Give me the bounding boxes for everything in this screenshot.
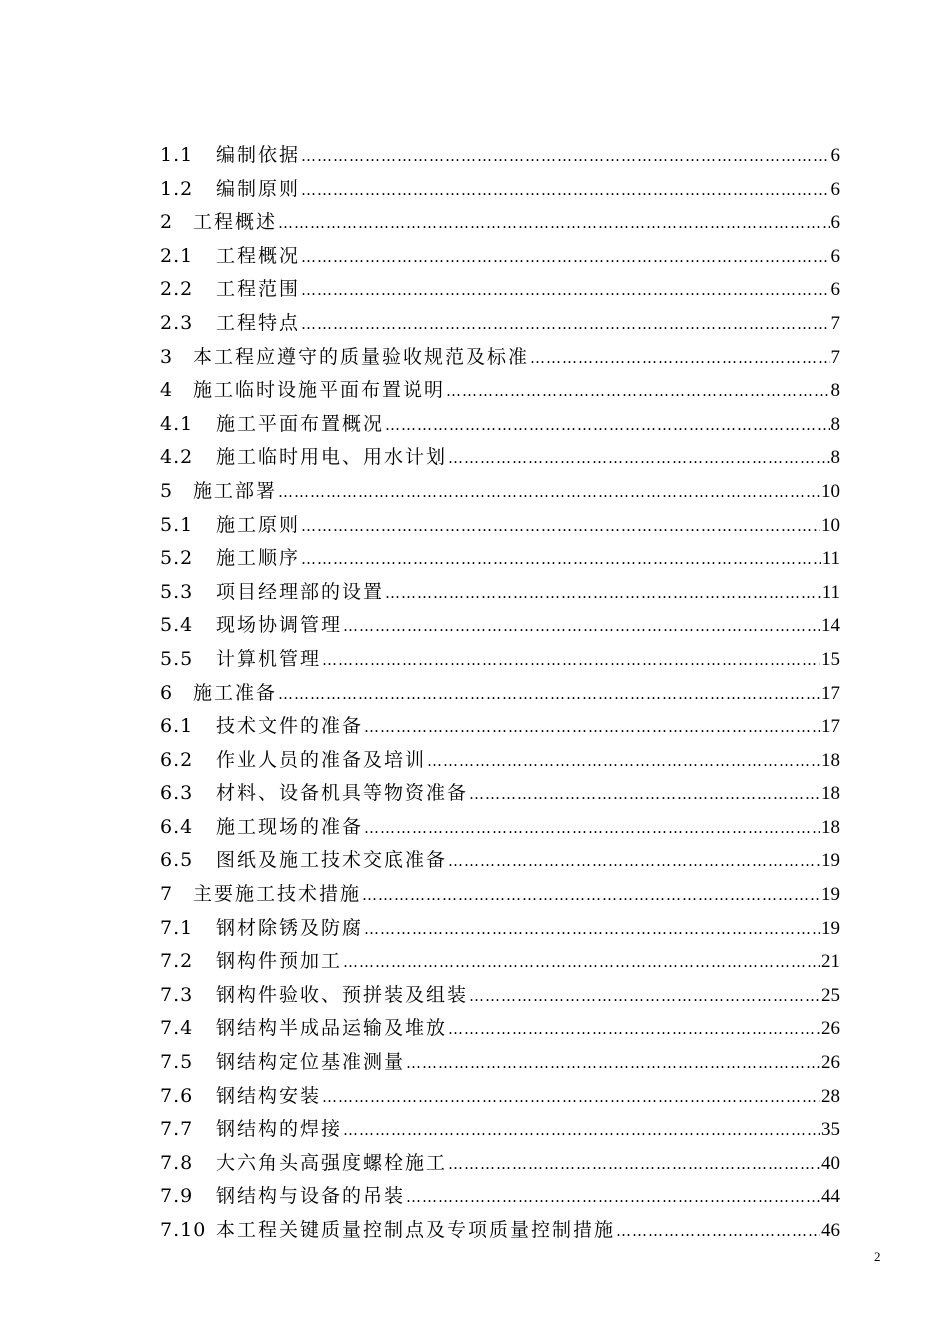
toc-entry-page: 18 <box>821 783 840 805</box>
toc-entry-number: 2.3 <box>160 311 194 334</box>
toc-entry-title: 钢结构定位基准测量 <box>216 1051 406 1074</box>
toc-dot-leader <box>364 920 820 938</box>
toc-dot-leader <box>278 685 820 703</box>
toc-entry-number: 4 <box>160 379 174 402</box>
toc-entry-number: 7.5 <box>160 1051 194 1074</box>
toc-entry[interactable] <box>160 543 840 577</box>
toc-entry-number: 7.3 <box>160 983 194 1006</box>
toc-dot-leader <box>362 886 820 904</box>
toc-entry-title: 施工临时设施平面布置说明 <box>193 379 446 402</box>
toc-entry-number: 6.2 <box>160 748 194 771</box>
toc-entry-title: 钢结构与设备的吊装 <box>216 1185 406 1208</box>
toc-dot-leader <box>322 1088 820 1106</box>
toc-entry-title: 项目经理部的设置 <box>216 580 385 603</box>
toc-entry[interactable] <box>160 610 840 644</box>
toc-dot-leader <box>406 1054 820 1072</box>
toc-dot-leader <box>364 718 820 736</box>
toc-entry-page: 10 <box>821 514 840 536</box>
page-number: 2 <box>874 1249 881 1264</box>
toc-entry[interactable] <box>160 778 840 812</box>
toc-entry-page: 7 <box>830 346 840 368</box>
toc-entry-number: 1.2 <box>160 177 194 200</box>
toc-entry-number: 4.2 <box>160 446 194 469</box>
toc-entry[interactable] <box>160 1114 840 1148</box>
toc-entry-number: 7 <box>160 883 174 906</box>
toc-entry-number: 5.3 <box>160 580 194 603</box>
toc-entry-number: 7.6 <box>160 1084 194 1107</box>
toc-entry-title: 施工准备 <box>193 681 278 704</box>
toc-dot-leader <box>530 349 829 367</box>
toc-entry-title: 图纸及施工技术交底准备 <box>216 849 448 872</box>
toc-entry-page: 11 <box>821 581 840 603</box>
toc-entry-page: 6 <box>830 212 840 234</box>
toc-entry[interactable] <box>160 644 840 678</box>
toc-entry[interactable] <box>160 241 840 275</box>
toc-entry[interactable] <box>160 1215 840 1249</box>
toc-dot-leader <box>469 785 820 803</box>
toc-entry-number: 7.9 <box>160 1185 194 1208</box>
toc-entry-title: 大六角头高强度螺栓施工 <box>216 1151 448 1174</box>
toc-entry-number: 5.2 <box>160 547 194 570</box>
toc-dot-leader <box>616 1222 820 1240</box>
toc-entry-title: 工程概况 <box>216 244 301 267</box>
toc-entry[interactable] <box>160 140 840 174</box>
toc-entry-number: 7.8 <box>160 1151 194 1174</box>
toc-entry-title: 编制依据 <box>216 144 301 166</box>
toc-entry-page: 44 <box>821 1186 840 1208</box>
toc-entry[interactable] <box>160 409 840 443</box>
toc-entry-page: 28 <box>821 1085 840 1107</box>
toc-entry-title: 材料、设备机具等物资准备 <box>216 782 469 805</box>
toc-entry-page: 8 <box>830 380 840 402</box>
toc-entry-number: 6.1 <box>160 715 194 738</box>
toc-entry-page: 46 <box>821 1220 840 1241</box>
toc-dot-leader <box>301 315 829 333</box>
toc-entry[interactable] <box>160 510 840 544</box>
toc-dot-leader <box>364 819 820 837</box>
toc-entry-page: 8 <box>830 413 840 435</box>
toc-entry-number: 7.4 <box>160 1017 194 1040</box>
toc-dot-leader <box>448 449 829 467</box>
toc-entry[interactable] <box>160 308 840 342</box>
toc-entry-page: 21 <box>821 951 840 973</box>
toc-entry-title: 工程概述 <box>193 211 278 234</box>
toc-entry[interactable] <box>160 1181 840 1215</box>
toc-entry-title: 施工临时用电、用水计划 <box>216 446 448 469</box>
toc-entry-title: 工程特点 <box>216 311 301 334</box>
toc-dot-leader <box>406 1188 820 1206</box>
toc-entry[interactable] <box>160 980 840 1014</box>
toc-entry-page: 14 <box>821 615 840 637</box>
toc-dot-leader <box>469 987 820 1005</box>
toc-dot-leader <box>448 1020 820 1038</box>
toc-dot-leader <box>301 248 829 266</box>
toc-entry-number: 6 <box>160 681 174 704</box>
toc-entry-page: 6 <box>830 145 840 166</box>
toc-entry[interactable] <box>160 946 840 980</box>
toc-dot-leader <box>343 617 820 635</box>
toc-entry[interactable] <box>160 1047 840 1081</box>
toc-entry[interactable] <box>160 879 840 913</box>
toc-entry-page: 11 <box>821 548 840 570</box>
toc-entry[interactable] <box>160 1148 840 1182</box>
table-of-contents <box>160 140 840 1249</box>
toc-entry-number: 2.2 <box>160 278 194 301</box>
toc-entry-number: 6.3 <box>160 782 194 805</box>
toc-entry[interactable] <box>160 678 840 712</box>
toc-entry-title: 钢构件预加工 <box>216 950 343 973</box>
toc-entry-page: 10 <box>821 480 840 502</box>
toc-entry-number: 6.4 <box>160 815 194 838</box>
toc-entry[interactable] <box>160 711 840 745</box>
toc-entry[interactable] <box>160 442 840 476</box>
toc-entry[interactable] <box>160 812 840 846</box>
toc-dot-leader <box>322 651 820 669</box>
toc-entry-title: 施工平面布置概况 <box>216 412 385 435</box>
toc-entry-number: 7.10 <box>160 1219 207 1241</box>
toc-entry-title: 钢构件验收、预拼装及组装 <box>216 983 469 1006</box>
toc-entry-title: 钢结构安装 <box>216 1084 322 1107</box>
toc-entry-page: 15 <box>821 648 840 670</box>
toc-entry-title: 作业人员的准备及培训 <box>216 748 427 771</box>
toc-entry-page: 19 <box>821 850 840 872</box>
toc-entry-title: 钢结构的焊接 <box>216 1118 343 1141</box>
toc-entry-title: 本工程应遵守的质量验收规范及标准 <box>193 345 530 368</box>
toc-entry-page: 18 <box>821 816 840 838</box>
toc-dot-leader <box>278 214 829 232</box>
toc-entry[interactable] <box>160 577 840 611</box>
toc-entry-title: 编制原则 <box>216 177 301 200</box>
toc-entry[interactable] <box>160 745 840 779</box>
toc-entry-number: 5.5 <box>160 647 194 670</box>
toc-entry-page: 35 <box>821 1119 840 1141</box>
toc-entry-page: 6 <box>830 245 840 267</box>
toc-entry-number: 7.2 <box>160 950 194 973</box>
toc-entry-title: 钢材除锈及防腐 <box>216 916 364 939</box>
toc-entry-page: 6 <box>830 178 840 200</box>
toc-entry[interactable] <box>160 1081 840 1115</box>
toc-dot-leader <box>301 550 821 568</box>
toc-entry-title: 现场协调管理 <box>216 614 343 637</box>
toc-entry-title: 钢结构半成品运输及堆放 <box>216 1017 448 1040</box>
toc-entry-title: 技术文件的准备 <box>216 715 364 738</box>
toc-entry-page: 17 <box>821 682 840 704</box>
toc-dot-leader <box>278 483 820 501</box>
toc-entry[interactable] <box>160 1013 840 1047</box>
toc-dot-leader <box>448 1155 820 1173</box>
toc-entry-number: 7.7 <box>160 1118 194 1141</box>
toc-dot-leader <box>301 181 829 199</box>
toc-entry-title: 计算机管理 <box>216 647 322 670</box>
toc-entry-page: 25 <box>821 984 840 1006</box>
toc-entry-number: 4.1 <box>160 412 194 435</box>
toc-entry[interactable] <box>160 342 840 376</box>
toc-entry[interactable] <box>160 207 840 241</box>
toc-dot-leader <box>301 517 820 535</box>
toc-entry-number: 7.1 <box>160 916 194 939</box>
toc-entry-number: 2.1 <box>160 244 194 267</box>
toc-dot-leader <box>301 281 829 299</box>
toc-entry-title: 施工现场的准备 <box>216 815 364 838</box>
toc-entry-title: 本工程关键质量控制点及专项质量控制措施 <box>216 1219 616 1241</box>
toc-dot-leader <box>301 147 829 165</box>
toc-entry[interactable] <box>160 845 840 879</box>
toc-entry-number: 3 <box>160 345 174 368</box>
toc-entry-page: 7 <box>830 312 840 334</box>
toc-entry-number: 1.1 <box>160 144 194 166</box>
toc-entry[interactable] <box>160 476 840 510</box>
toc-entry-page: 6 <box>830 279 840 301</box>
toc-entry-title: 工程范围 <box>216 278 301 301</box>
toc-entry-page: 19 <box>821 917 840 939</box>
toc-dot-leader <box>446 382 829 400</box>
toc-entry-title: 施工顺序 <box>216 547 301 570</box>
toc-entry-title: 施工部署 <box>193 479 278 502</box>
toc-entry-title: 施工原则 <box>216 513 301 536</box>
toc-dot-leader <box>343 953 820 971</box>
toc-dot-leader <box>427 752 820 770</box>
toc-dot-leader <box>385 416 829 434</box>
toc-entry-page: 17 <box>821 716 840 738</box>
toc-entry[interactable] <box>160 274 840 308</box>
toc-entry-number: 6.5 <box>160 849 194 872</box>
toc-entry-page: 40 <box>821 1152 840 1174</box>
toc-dot-leader <box>385 584 821 602</box>
toc-entry-page: 19 <box>821 884 840 906</box>
toc-entry-number: 5 <box>160 479 174 502</box>
toc-entry-title: 主要施工技术措施 <box>193 883 362 906</box>
toc-entry[interactable] <box>160 913 840 947</box>
toc-entry[interactable] <box>160 174 840 208</box>
toc-entry-page: 18 <box>821 749 840 771</box>
toc-dot-leader <box>343 1121 820 1139</box>
toc-entry-page: 8 <box>830 447 840 469</box>
toc-dot-leader <box>448 852 820 870</box>
toc-entry-number: 5.4 <box>160 614 194 637</box>
toc-entry-number: 2 <box>160 211 174 234</box>
toc-entry-page: 26 <box>821 1018 840 1040</box>
toc-entry[interactable] <box>160 375 840 409</box>
toc-entry-number: 5.1 <box>160 513 194 536</box>
toc-entry-page: 26 <box>821 1052 840 1074</box>
